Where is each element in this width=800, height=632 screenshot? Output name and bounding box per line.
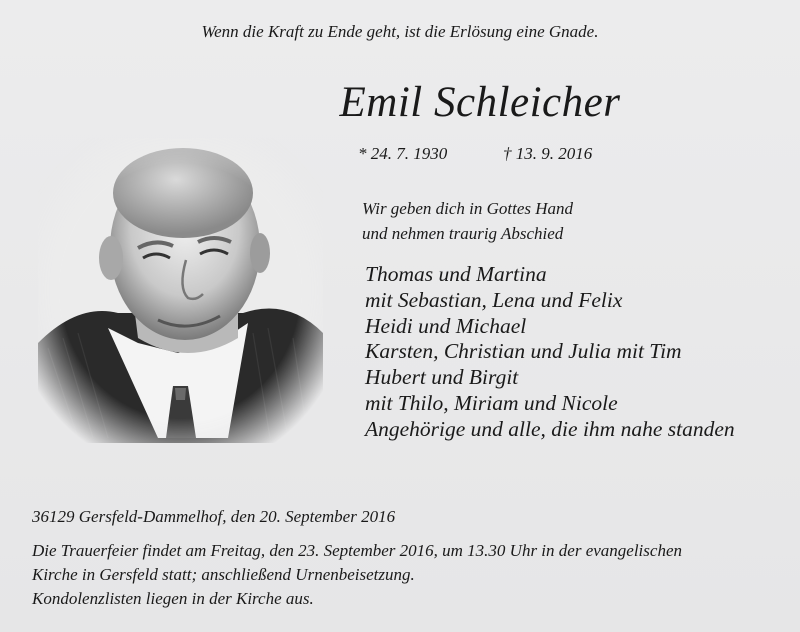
verse-line: und nehmen traurig Abschied: [362, 224, 564, 243]
deceased-name: Emil Schleicher: [339, 79, 621, 126]
mourners-list: [365, 262, 735, 443]
mourner-line: mit Sebastian, Lena und Felix: [365, 287, 623, 312]
birth-date: * 24. 7. 1930: [358, 144, 448, 163]
portrait-photo: [38, 138, 323, 443]
mourner-line: Heidi und Michael: [365, 313, 527, 338]
funeral-line: Kirche in Gersfeld statt; anschließend Urnenbeisetzung.: [32, 565, 415, 584]
funeral-notice: [32, 539, 782, 611]
verse-line: Wir geben dich in Gottes Hand: [362, 199, 574, 218]
mourner-line: Hubert und Birgit: [365, 365, 519, 390]
death-date: † 13. 9. 2016: [503, 144, 593, 163]
mourner-line: mit Thilo, Miriam und Nicole: [365, 390, 618, 415]
verse-text: [362, 196, 573, 246]
mourner-line: Karsten, Christian und Julia mit Tim: [365, 339, 682, 364]
motto-text: Wenn die Kraft zu Ende geht, ist die Erlösung eine Gnade.: [201, 22, 599, 41]
place-and-date: 36129 Gersfeld-Dammelhof, den 20. September 2016: [32, 507, 396, 526]
mourner-line: Angehörige und alle, die ihm nahe standen: [365, 416, 735, 441]
condolence-line: Kondolenzlisten liegen in der Kirche aus.: [32, 589, 314, 608]
funeral-line: Die Trauerfeier findet am Freitag, den 23. September 2016, um 13.30 Uhr in der evangelischen: [32, 541, 682, 560]
mourner-line: Thomas und Martina: [365, 262, 547, 286]
